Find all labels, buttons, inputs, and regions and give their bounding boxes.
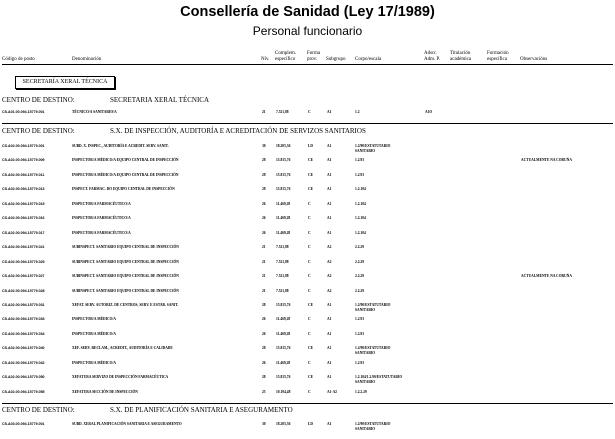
table-row xyxy=(0,216,615,230)
header-observaciones: Observacións xyxy=(520,57,548,62)
header-adscr: Adscr. Adm. P. xyxy=(424,51,440,62)
cell-cuerpo: 1.2.93 xyxy=(355,317,364,322)
table-row xyxy=(0,231,615,245)
cell-sub: A1 xyxy=(327,158,332,163)
cell-cuerpo: 1.2.104 xyxy=(355,216,366,221)
cell-code: CS.A02.00.094.15779.013 xyxy=(2,187,45,192)
cell-sub: A1 xyxy=(327,110,332,114)
cell-forma: C xyxy=(308,274,311,279)
centro-name: S.X. DE INSPECCIÓN, AUDITORÍA E ACREDITACIÓN DE SERVIZOS SANITARIOS xyxy=(110,127,366,135)
cell-comp: 7.521,88 xyxy=(276,245,289,250)
header-formacion: Formación específica xyxy=(487,51,509,62)
cell-den: INSPECTOR/A MÉDICO/A EQUIPO CENTRAL DE INSPECCIÓN xyxy=(72,172,179,177)
cell-niv: 21 xyxy=(262,259,266,264)
cell-forma: C xyxy=(308,245,311,250)
cell-code: CS.A02.00.094.15779.033 xyxy=(2,317,45,322)
cell-code: CS.A02.00.094.15779.040 xyxy=(2,346,45,351)
centro-label: CENTRO DE DESTINO: xyxy=(2,96,75,104)
cell-den: INSPECTOR/A FARMACÉUTICO/A xyxy=(72,216,131,221)
cell-comp: 18.205,36 xyxy=(276,144,291,148)
cell-forma: LD xyxy=(308,144,313,148)
cell-comp: 11.469,28 xyxy=(276,317,291,322)
cell-den: INSPECTOR/A MÉDICO/A xyxy=(72,331,116,336)
header-rule xyxy=(2,64,613,65)
cell-cuerpo: 1.2.93 xyxy=(355,172,364,177)
cell-sub: A1 xyxy=(327,230,332,235)
header-complemento: Complem. específico xyxy=(275,51,296,62)
page-title: Consellería de Sanidad (Ley 17/1989) xyxy=(180,4,435,20)
cell-sub: A1 xyxy=(327,201,332,206)
cell-niv: 21 xyxy=(262,288,266,293)
cell-niv: 30 xyxy=(262,422,266,426)
cell-comp: 10.194,48 xyxy=(276,389,291,394)
cell-forma: CE xyxy=(308,187,313,192)
cell-code: CS.A01.00.094.15779.001 xyxy=(2,110,45,114)
section-rule xyxy=(2,123,613,124)
centro-name: SECRETARIA XERAL TÉCNICA xyxy=(110,96,209,104)
cell-comp: 7.521,88 xyxy=(276,274,289,279)
cell-forma: C xyxy=(308,230,311,235)
centro-label: CENTRO DE DESTINO: xyxy=(2,406,75,414)
cell-niv: 25 xyxy=(262,389,266,394)
cell-cuerpo: 1.2.93 xyxy=(355,158,364,163)
centro-label: CENTRO DE DESTINO: xyxy=(2,127,75,135)
table-row xyxy=(0,361,615,375)
cell-sub: A1 xyxy=(327,422,332,426)
cell-den: XEFATURA SERVIZO DE INSPECCIÓN FARMACÉUTICA xyxy=(72,375,169,380)
cell-den: INSPECTOR/A FARMACÉUTICO/A xyxy=(72,201,131,206)
cell-comp: 15.815,76 xyxy=(276,158,291,163)
cell-niv: 26 xyxy=(262,317,266,322)
cell-cuerpo: 1.2/90/ESTATUTARIO SANITARIO xyxy=(355,422,391,431)
cell-comp: 15.815,76 xyxy=(276,172,291,177)
section-rule xyxy=(2,403,613,404)
cell-sub: A1 xyxy=(327,317,332,322)
cell-niv: 30 xyxy=(262,144,266,148)
table-row xyxy=(0,274,615,288)
cell-niv: 28 xyxy=(262,187,266,192)
cell-den: XEFAT. SERV. AUTORIZ. DE CENTROS, SERV. E ESTAB. SANIT. xyxy=(72,302,179,307)
cell-code: CS.A02.00.094.15779.016 xyxy=(2,216,45,221)
cell-forma: C xyxy=(308,389,311,394)
cell-sub: A2 xyxy=(327,245,332,250)
cell-forma: CE xyxy=(308,375,313,380)
cell-sub: A1 xyxy=(327,172,332,177)
cell-forma: C xyxy=(308,317,311,322)
cell-forma: C xyxy=(308,331,311,336)
section-button-secretaria[interactable]: SECRETARÍA XERAL TÉCNICA xyxy=(15,76,115,89)
table-row xyxy=(0,173,615,187)
cell-code: CS.A02.00.094.15779.015 xyxy=(2,201,45,206)
cell-forma: LD xyxy=(308,422,313,426)
header-codigo: Código de posto xyxy=(2,57,35,62)
header-nivel: Nív. xyxy=(261,57,270,62)
cell-forma: C xyxy=(308,288,311,293)
cell-cuerpo: 1.2/90/ESTATUTARIO SANITARIO xyxy=(355,144,391,153)
cell-sub: A1 xyxy=(327,375,332,380)
header-titulacion: Titulación académica xyxy=(450,51,472,62)
cell-cuerpo: 2.2.29 xyxy=(355,259,364,264)
cell-niv: 26 xyxy=(262,230,266,235)
cell-sub: A1 xyxy=(327,331,332,336)
cell-sub: A1 xyxy=(327,360,332,365)
table-row xyxy=(0,202,615,216)
cell-sub: A1 xyxy=(327,302,332,307)
cell-sub: A1-A2 xyxy=(327,389,337,394)
cell-sub: A2 xyxy=(327,274,332,279)
cell-forma: CE xyxy=(308,172,313,177)
cell-cuerpo: 1.2.93 xyxy=(355,331,364,336)
header-denominacion: Denominación xyxy=(72,57,102,62)
cell-code: CS.A02.00.094.15779.034 xyxy=(2,331,45,336)
cell-cuerpo: 1.2.2.29 xyxy=(355,389,367,394)
cell-code: CS.A02.00.094.15779.042 xyxy=(2,360,45,365)
cell-code: CS.A02.00.094.15779.028 xyxy=(2,288,45,293)
table-row xyxy=(0,245,615,259)
cell-niv: 28 xyxy=(262,172,266,177)
cell-sub: A1 xyxy=(327,187,332,192)
cell-forma: C xyxy=(308,259,311,264)
cell-den: TÉCNICO/A SANITARIO/A xyxy=(72,110,117,114)
cell-comp: 15.815,76 xyxy=(276,346,291,351)
cell-code: CS.A02.00.094.15779.025 xyxy=(2,259,45,264)
cell-niv: 21 xyxy=(262,274,266,279)
table-row xyxy=(0,332,615,346)
cell-comp: 11.469,28 xyxy=(276,201,291,206)
cell-sub: A2 xyxy=(327,288,332,293)
table-row xyxy=(0,110,615,124)
cell-cuerpo: 1.2 xyxy=(355,110,360,114)
cell-comp: 15.815,76 xyxy=(276,302,291,307)
cell-den: SUBD. XERAL PLANIFICACIÓN SANITARIA E ASEGURAMENTO xyxy=(72,422,182,426)
table-row xyxy=(0,390,615,404)
cell-den: INSPECTOR/A FARMACÉUTICO/A xyxy=(72,230,131,235)
cell-comp: 7.521,88 xyxy=(276,288,289,293)
cell-comp: 7.521,88 xyxy=(276,259,289,264)
cell-den: SUBINSPECT. SANITARIO EQUIPO CENTRAL DE INSPECCIÓN xyxy=(72,274,179,279)
cell-sub: A2 xyxy=(327,259,332,264)
cell-cuerpo: 1.2.93 xyxy=(355,360,364,365)
cell-code: CS.A02.00.094.15779.027 xyxy=(2,274,45,279)
cell-niv: 28 xyxy=(262,346,266,351)
cell-den: INSPECTOR/A MÉDICO/A xyxy=(72,317,116,322)
cell-code: CS.A02.00.094.15779.031 xyxy=(2,302,45,307)
cell-code: CS.A02.00.094.15779.011 xyxy=(2,172,45,177)
cell-niv: 21 xyxy=(262,110,266,114)
table-row xyxy=(0,144,615,158)
cell-code: CS.A03.00.094.15779.001 xyxy=(2,422,45,426)
cell-cuerpo: 1.2.104 xyxy=(355,201,366,206)
cell-code: CS.A02.00.094.15779.050 xyxy=(2,375,45,380)
cell-den: XEF. SERV. RECLAM., ACREDIT., AUDITORÍA E CALIDADE xyxy=(72,346,173,351)
header-forma: Forma prov. xyxy=(307,51,321,62)
cell-code: CS.A02.00.094.15779.017 xyxy=(2,230,45,235)
cell-comp: 11.469,28 xyxy=(276,230,291,235)
table-row xyxy=(0,187,615,201)
cell-niv: 26 xyxy=(262,331,266,336)
cell-den: XEFATURA SECCIÓN DE INSPECCIÓN xyxy=(72,389,138,394)
cell-niv: 28 xyxy=(262,302,266,307)
cell-den: INSPECTOR/A MÉDICO/A xyxy=(72,360,116,365)
cell-obs: ACTUALMENTE NA CORUÑA xyxy=(521,274,572,279)
cell-cuerpo: 1.2/90/ESTATUTARIO SANITARIO xyxy=(355,346,391,355)
cell-comp: 11.469,28 xyxy=(276,360,291,365)
centro-name: S.X. DE PLANIFICACIÓN SANITARIA E ASEGURAMENTO xyxy=(110,406,293,414)
cell-niv: 26 xyxy=(262,201,266,206)
cell-comp: 15.815,76 xyxy=(276,375,291,380)
cell-den: INSPECTOR/A MÉDICO/A EQUIPO CENTRAL DE INSPECCIÓN xyxy=(72,158,179,163)
header-subgrupo: Subgrupo xyxy=(326,57,346,62)
cell-cuerpo: 1.2.104/1.2.90/ESTATUTARIO SANITARIO xyxy=(355,375,403,384)
table-row xyxy=(0,375,615,389)
cell-niv: 26 xyxy=(262,360,266,365)
table-row xyxy=(0,317,615,331)
table-row xyxy=(0,158,615,172)
cell-den: SUBINSPECT. SANITARIO EQUIPO CENTRAL DE INSPECCIÓN xyxy=(72,288,179,293)
cell-niv: 26 xyxy=(262,216,266,221)
table-row xyxy=(0,260,615,274)
cell-cuerpo: 1.2.104 xyxy=(355,230,366,235)
cell-den: SUBD. X. INSPEC., AUDITORÍA E ACREDIT. SERV. SANIT. xyxy=(72,144,169,148)
cell-cuerpo: 2.2.29 xyxy=(355,245,364,250)
cell-adscr: A1O xyxy=(425,110,433,114)
cell-den: SUBINSPECT. SANITARIO EQUIPO CENTRAL DE INSPECCIÓN xyxy=(72,245,179,250)
cell-comp: 7.521,88 xyxy=(276,110,289,114)
cell-cuerpo: 1.2.104 xyxy=(355,187,366,192)
cell-cuerpo: 2.2.29 xyxy=(355,274,364,279)
table-row xyxy=(0,303,615,317)
cell-niv: 28 xyxy=(262,375,266,380)
cell-code: CS.A02.00.094.15779.055 xyxy=(2,389,45,394)
cell-forma: C xyxy=(308,201,311,206)
cell-forma: CE xyxy=(308,302,313,307)
header-cuerpo: Corpo/escala xyxy=(355,57,382,62)
cell-niv: 28 xyxy=(262,158,266,163)
cell-forma: C xyxy=(308,216,311,221)
cell-cuerpo: 2.2.29 xyxy=(355,288,364,293)
cell-den: SUBINSPECT. SANITARIO EQUIPO CENTRAL DE INSPECCIÓN xyxy=(72,259,179,264)
cell-comp: 11.469,28 xyxy=(276,216,291,221)
cell-forma: C xyxy=(308,360,311,365)
cell-sub: A1 xyxy=(327,144,332,148)
table-row xyxy=(0,289,615,303)
cell-comp: 11.469,28 xyxy=(276,331,291,336)
cell-code: CS.A02.00.094.15779.001 xyxy=(2,144,45,148)
cell-comp: 18.205,36 xyxy=(276,422,291,426)
cell-code: CS.A02.00.094.15779.021 xyxy=(2,245,45,250)
cell-forma: CE xyxy=(308,346,313,351)
cell-obs: ACTUALMENTE NA CORUÑA xyxy=(521,158,572,163)
page-subtitle: Personal funcionario xyxy=(252,24,363,38)
cell-sub: A1 xyxy=(327,346,332,351)
table-row xyxy=(0,346,615,360)
cell-code: CS.A02.00.094.15779.009 xyxy=(2,158,45,163)
cell-cuerpo: 1.2/90/ESTATUTARIO SANITARIO xyxy=(355,302,391,312)
cell-comp: 15.815,76 xyxy=(276,187,291,192)
cell-niv: 21 xyxy=(262,245,266,250)
cell-forma: CE xyxy=(308,158,313,163)
cell-sub: A1 xyxy=(327,216,332,221)
cell-forma: C xyxy=(308,110,311,114)
table-row xyxy=(0,422,615,436)
cell-den: INSPECT. FARMAC. DO EQUIPO CENTRAL DE INSPECCIÓN xyxy=(72,187,175,192)
